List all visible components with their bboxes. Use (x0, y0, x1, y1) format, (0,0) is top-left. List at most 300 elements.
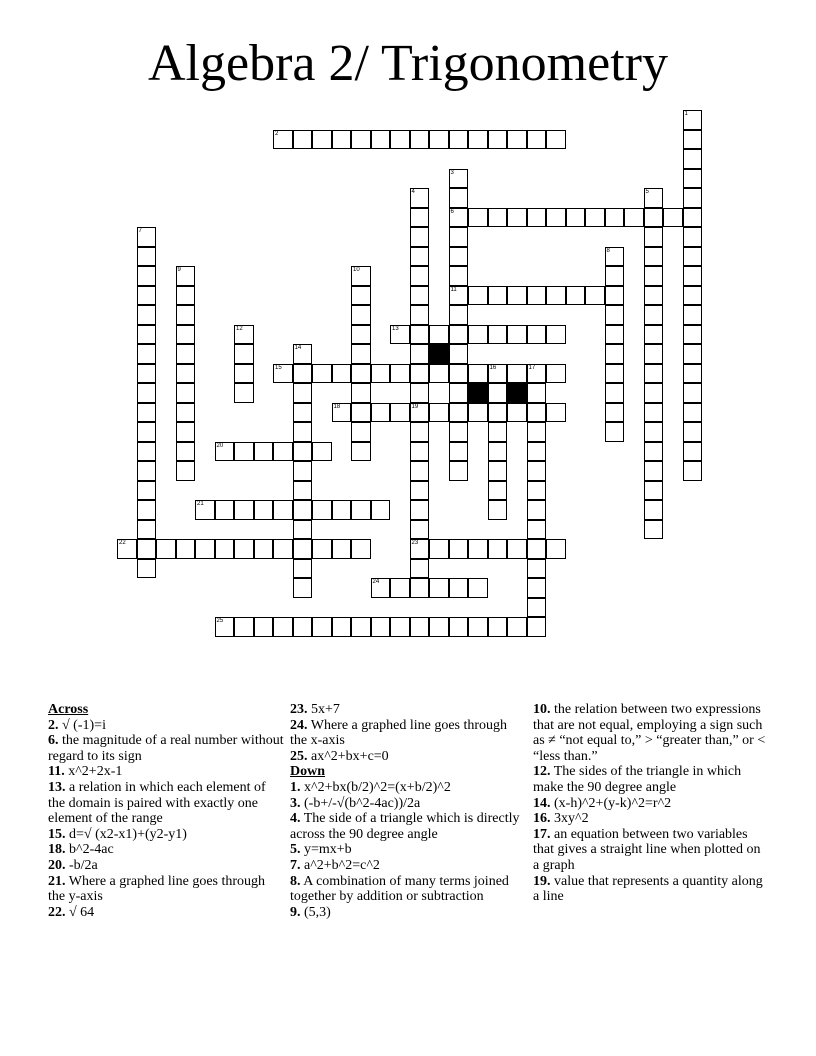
grid-cell[interactable] (312, 130, 332, 150)
grid-cell[interactable] (429, 539, 449, 559)
grid-cell[interactable] (390, 325, 410, 345)
grid-cell[interactable] (527, 481, 547, 501)
cell-number: 12 (236, 325, 243, 332)
grid-cell[interactable] (488, 130, 508, 150)
grid-cell[interactable] (293, 422, 313, 442)
grid-cell[interactable] (507, 325, 527, 345)
grid-cell[interactable] (449, 539, 469, 559)
grid-cell[interactable] (410, 500, 430, 520)
grid-cell[interactable] (410, 266, 430, 286)
grid-cell[interactable] (644, 403, 664, 423)
grid-cell[interactable] (410, 520, 430, 540)
grid-cell[interactable] (429, 130, 449, 150)
cell-number: 8 (606, 247, 610, 254)
grid-cell[interactable] (449, 578, 469, 598)
grid-cell[interactable] (137, 520, 157, 540)
grid-cell[interactable] (332, 130, 352, 150)
grid-cell[interactable] (468, 286, 488, 306)
clue-item (290, 718, 522, 749)
grid-cell[interactable] (468, 539, 488, 559)
grid-cell[interactable] (507, 617, 527, 637)
grid-cell[interactable] (683, 325, 703, 345)
grid-cell[interactable] (488, 422, 508, 442)
grid-cell[interactable] (605, 325, 625, 345)
grid-cell[interactable] (585, 208, 605, 228)
grid-cell[interactable] (273, 442, 293, 462)
grid-cell[interactable] (546, 286, 566, 306)
grid-cell[interactable] (254, 539, 274, 559)
grid-cell[interactable] (137, 325, 157, 345)
grid-cell[interactable] (176, 344, 196, 364)
grid-cell[interactable] (293, 383, 313, 403)
down-header: Down (290, 764, 326, 780)
clue-number: 25. (290, 748, 308, 764)
grid-cell[interactable] (215, 539, 235, 559)
grid-cell[interactable] (137, 500, 157, 520)
clue-number: 9. (290, 904, 301, 920)
grid-cell[interactable] (488, 208, 508, 228)
grid-cell[interactable] (234, 383, 254, 403)
grid-cell[interactable] (176, 266, 196, 286)
grid-cell[interactable] (410, 286, 430, 306)
grid-cell[interactable] (390, 578, 410, 598)
grid-cell[interactable] (449, 188, 469, 208)
grid-cell[interactable] (410, 344, 430, 364)
grid-cell[interactable] (644, 266, 664, 286)
grid-cell[interactable] (351, 422, 371, 442)
grid-cell[interactable] (312, 539, 332, 559)
grid-cell[interactable] (137, 364, 157, 384)
grid-cell[interactable] (644, 481, 664, 501)
grid-cell[interactable] (527, 383, 547, 403)
grid-cell[interactable] (390, 617, 410, 637)
grid-cell[interactable] (644, 247, 664, 267)
grid-cell[interactable] (351, 325, 371, 345)
grid-cell[interactable] (137, 442, 157, 462)
grid-cell[interactable] (449, 461, 469, 481)
grid-cell[interactable] (449, 169, 469, 189)
grid-cell[interactable] (488, 442, 508, 462)
grid-cell[interactable] (137, 403, 157, 423)
grid-cell[interactable] (156, 539, 176, 559)
grid-cell[interactable] (410, 383, 430, 403)
clue-item (48, 905, 284, 921)
grid-cell[interactable] (371, 403, 391, 423)
grid-cell[interactable] (644, 208, 664, 228)
grid-cell[interactable] (449, 403, 469, 423)
grid-cell[interactable] (410, 539, 430, 559)
grid-cell[interactable] (449, 247, 469, 267)
grid-cell[interactable] (195, 539, 215, 559)
grid-cell[interactable] (371, 578, 391, 598)
grid-cell[interactable] (215, 500, 235, 520)
grid-cell[interactable] (488, 500, 508, 520)
grid-cell[interactable] (176, 422, 196, 442)
grid-cell[interactable] (468, 325, 488, 345)
grid-cell[interactable] (507, 208, 527, 228)
grid-cell[interactable] (176, 364, 196, 384)
grid-cell[interactable] (293, 481, 313, 501)
grid-cell[interactable] (137, 305, 157, 325)
grid-cell[interactable] (488, 539, 508, 559)
grid-cell[interactable] (273, 130, 293, 150)
grid-cell[interactable] (371, 130, 391, 150)
grid-cell[interactable] (449, 344, 469, 364)
grid-cell[interactable] (293, 559, 313, 579)
clue-text: √ 64 (65, 904, 95, 920)
grid-cell[interactable] (332, 617, 352, 637)
grid-cell[interactable] (351, 383, 371, 403)
grid-cell[interactable] (410, 578, 430, 598)
grid-cell[interactable] (137, 422, 157, 442)
grid-cell[interactable] (449, 208, 469, 228)
grid-cell[interactable] (527, 559, 547, 579)
grid-cell[interactable] (644, 364, 664, 384)
grid-cell[interactable] (410, 325, 430, 345)
grid-cell[interactable] (293, 578, 313, 598)
clue-text: value that represents a quantity along a line (533, 873, 763, 905)
grid-cell[interactable] (371, 617, 391, 637)
grid-cell[interactable] (644, 325, 664, 345)
grid-cell[interactable] (507, 539, 527, 559)
grid-cell[interactable] (683, 247, 703, 267)
grid-cell[interactable] (605, 344, 625, 364)
grid-cell[interactable] (176, 539, 196, 559)
grid-cell[interactable] (273, 539, 293, 559)
grid-cell[interactable] (332, 403, 352, 423)
clue-item (48, 764, 284, 780)
grid-cell[interactable] (449, 364, 469, 384)
grid-cell[interactable] (605, 383, 625, 403)
grid-cell[interactable] (527, 500, 547, 520)
grid-cell[interactable] (546, 325, 566, 345)
grid-cell[interactable] (683, 364, 703, 384)
grid-cell[interactable] (683, 383, 703, 403)
grid-cell[interactable] (351, 500, 371, 520)
grid-cell[interactable] (683, 305, 703, 325)
grid-cell[interactable] (351, 442, 371, 462)
grid-cell[interactable] (683, 344, 703, 364)
grid-cell[interactable] (605, 286, 625, 306)
grid-cell[interactable] (312, 364, 332, 384)
grid-cell[interactable] (605, 364, 625, 384)
clue-text: -b/2a (65, 857, 98, 873)
grid-cell[interactable] (546, 130, 566, 150)
grid-cell[interactable] (663, 208, 683, 228)
grid-cell[interactable] (215, 617, 235, 637)
grid-cell[interactable] (293, 442, 313, 462)
grid-cell[interactable] (585, 286, 605, 306)
grid-cell[interactable] (488, 481, 508, 501)
grid-cell[interactable] (429, 325, 449, 345)
grid-cell[interactable] (410, 617, 430, 637)
grid-cell[interactable] (234, 442, 254, 462)
clue-item (290, 905, 522, 921)
grid-cell[interactable] (293, 617, 313, 637)
grid-cell[interactable] (293, 344, 313, 364)
grid-cell[interactable] (390, 364, 410, 384)
grid-cell[interactable] (332, 539, 352, 559)
grid-cell[interactable] (234, 325, 254, 345)
grid-cell[interactable] (488, 286, 508, 306)
cell-number: 13 (392, 325, 399, 332)
grid-cell[interactable] (527, 617, 547, 637)
grid-cell[interactable] (429, 578, 449, 598)
clue-item (290, 842, 522, 858)
grid-cell[interactable] (234, 364, 254, 384)
grid-cell[interactable] (410, 227, 430, 247)
grid-cell[interactable] (527, 520, 547, 540)
grid-cell[interactable] (644, 286, 664, 306)
grid-cell[interactable] (566, 208, 586, 228)
clues-column-1 (48, 702, 284, 920)
clue-number: 14. (533, 795, 551, 811)
grid-cell[interactable] (605, 422, 625, 442)
grid-cell[interactable] (527, 286, 547, 306)
grid-cell[interactable] (527, 208, 547, 228)
grid-cell[interactable] (683, 442, 703, 462)
grid-cell[interactable] (273, 617, 293, 637)
cell-number: 24 (372, 579, 380, 585)
grid-cell[interactable] (527, 325, 547, 345)
grid-cell[interactable] (449, 617, 469, 637)
grid-cell[interactable] (293, 461, 313, 481)
grid-cell[interactable] (312, 442, 332, 462)
grid-cell[interactable] (683, 208, 703, 228)
grid-cell[interactable] (527, 442, 547, 462)
grid-cell[interactable] (234, 539, 254, 559)
grid-cell[interactable] (410, 481, 430, 501)
grid-cell[interactable] (546, 539, 566, 559)
grid-cell[interactable] (273, 500, 293, 520)
grid-cell[interactable] (449, 130, 469, 150)
grid-cell[interactable] (527, 403, 547, 423)
grid-cell[interactable] (351, 286, 371, 306)
grid-cell[interactable] (234, 500, 254, 520)
grid-cell[interactable] (273, 364, 293, 384)
grid-cell[interactable] (683, 227, 703, 247)
clue-text: Where a graphed line goes through the x-axis (290, 717, 508, 749)
grid-cell[interactable] (644, 344, 664, 364)
grid-cell[interactable] (176, 383, 196, 403)
grid-cell[interactable] (371, 364, 391, 384)
grid-cell[interactable] (488, 617, 508, 637)
grid-cell[interactable] (351, 539, 371, 559)
grid-cell[interactable] (410, 130, 430, 150)
grid-cell[interactable] (215, 442, 235, 462)
grid-cell[interactable] (527, 422, 547, 442)
grid-cell[interactable] (410, 188, 430, 208)
grid-cell[interactable] (429, 403, 449, 423)
grid-cell[interactable] (468, 403, 488, 423)
grid-cell[interactable] (527, 598, 547, 618)
grid-cell[interactable] (605, 266, 625, 286)
grid-cell[interactable] (644, 383, 664, 403)
clue-item (290, 780, 522, 796)
grid-cell[interactable] (683, 286, 703, 306)
grid-cell[interactable] (644, 305, 664, 325)
grid-cell[interactable] (507, 364, 527, 384)
grid-cell[interactable] (410, 247, 430, 267)
grid-cell[interactable] (176, 442, 196, 462)
grid-cell[interactable] (137, 539, 157, 559)
grid-cell[interactable] (527, 539, 547, 559)
grid-cell[interactable] (644, 461, 664, 481)
grid-cell[interactable] (410, 208, 430, 228)
grid-cell[interactable] (293, 520, 313, 540)
grid-cell[interactable] (624, 208, 644, 228)
grid-cell[interactable] (507, 286, 527, 306)
grid-cell[interactable] (468, 364, 488, 384)
clues-column-2 (290, 702, 522, 920)
grid-cell[interactable] (605, 305, 625, 325)
grid-cell[interactable] (390, 403, 410, 423)
grid-cell[interactable] (176, 325, 196, 345)
grid-cell[interactable] (644, 422, 664, 442)
grid-cell[interactable] (605, 208, 625, 228)
clue-text: the relation between two expressions that are not equal, employing a sign such as ≠ “not equal to,” > “greater than,” or < “less than.” (533, 702, 766, 764)
grid-cell[interactable] (449, 325, 469, 345)
grid-cell[interactable] (293, 500, 313, 520)
grid-cell[interactable] (176, 403, 196, 423)
grid-cell[interactable] (683, 169, 703, 189)
grid-cell[interactable] (449, 305, 469, 325)
clue-item (290, 811, 522, 842)
grid-cell[interactable] (410, 305, 430, 325)
grid-cell[interactable] (683, 130, 703, 150)
grid-cell[interactable] (410, 403, 430, 423)
grid-cell[interactable] (488, 364, 508, 384)
grid-cell[interactable] (468, 617, 488, 637)
grid-cell[interactable] (410, 422, 430, 442)
grid-cell[interactable] (410, 559, 430, 579)
clue-item (48, 718, 284, 734)
grid-cell[interactable] (449, 227, 469, 247)
grid-cell[interactable] (546, 403, 566, 423)
cell-number: 21 (197, 501, 204, 507)
clue-text: x^2+bx(b/2)^2=(x+b/2)^2 (300, 779, 451, 795)
grid-cell[interactable] (644, 227, 664, 247)
clue-text: (5,3) (300, 904, 331, 920)
grid-cell[interactable] (371, 500, 391, 520)
grid-cell[interactable] (332, 364, 352, 384)
grid-cell[interactable] (449, 422, 469, 442)
grid-cell[interactable] (410, 364, 430, 384)
grid-cell[interactable] (683, 422, 703, 442)
grid-cell[interactable] (644, 442, 664, 462)
grid-cell[interactable] (488, 403, 508, 423)
grid-cell[interactable] (605, 247, 625, 267)
grid-cell[interactable] (468, 130, 488, 150)
grid-cell[interactable] (137, 266, 157, 286)
grid-cell[interactable] (195, 500, 215, 520)
grid-cell[interactable] (254, 442, 274, 462)
grid-cell[interactable] (468, 208, 488, 228)
grid-cell[interactable] (351, 403, 371, 423)
grid-cell[interactable] (429, 617, 449, 637)
grid-cell[interactable] (137, 227, 157, 247)
grid-cell[interactable] (605, 403, 625, 423)
grid-cell[interactable] (527, 130, 547, 150)
grid-cell[interactable] (566, 286, 586, 306)
grid-cell[interactable] (527, 578, 547, 598)
grid-cell[interactable] (351, 344, 371, 364)
grid-cell[interactable] (351, 266, 371, 286)
grid-cell[interactable] (137, 383, 157, 403)
grid-cell[interactable] (254, 500, 274, 520)
grid-cell[interactable] (176, 461, 196, 481)
grid-cell[interactable] (449, 286, 469, 306)
grid-block (468, 383, 488, 403)
grid-cell[interactable] (644, 188, 664, 208)
clue-number: 12. (533, 764, 551, 780)
grid-cell[interactable] (351, 130, 371, 150)
grid-cell[interactable] (137, 286, 157, 306)
grid-cell[interactable] (293, 539, 313, 559)
grid-cell[interactable] (137, 247, 157, 267)
grid-cell[interactable] (683, 149, 703, 169)
cell-number: 17 (528, 364, 536, 371)
grid-cell[interactable] (644, 520, 664, 540)
grid-cell[interactable] (332, 500, 352, 520)
grid-cell[interactable] (410, 461, 430, 481)
grid-cell[interactable] (429, 364, 449, 384)
grid-cell[interactable] (234, 617, 254, 637)
grid-cell[interactable] (546, 364, 566, 384)
grid-cell[interactable] (176, 286, 196, 306)
grid-cell[interactable] (507, 403, 527, 423)
grid-cell[interactable] (312, 500, 332, 520)
grid-cell[interactable] (137, 481, 157, 501)
grid-cell[interactable] (527, 364, 547, 384)
grid-cell[interactable] (117, 539, 137, 559)
grid-cell[interactable] (683, 110, 703, 130)
grid-cell[interactable] (683, 461, 703, 481)
grid-cell[interactable] (312, 617, 332, 637)
grid-cell[interactable] (293, 364, 313, 384)
grid-cell[interactable] (410, 442, 430, 462)
grid-cell[interactable] (390, 130, 410, 150)
grid-cell[interactable] (507, 130, 527, 150)
grid-cell[interactable] (351, 364, 371, 384)
grid-cell[interactable] (488, 383, 508, 403)
grid-cell[interactable] (683, 266, 703, 286)
grid-cell[interactable] (254, 617, 274, 637)
grid-cell[interactable] (351, 305, 371, 325)
grid-cell[interactable] (683, 403, 703, 423)
grid-cell[interactable] (644, 500, 664, 520)
grid-cell[interactable] (449, 266, 469, 286)
grid-cell[interactable] (137, 344, 157, 364)
clue-number: 2. (48, 717, 59, 733)
grid-cell[interactable] (137, 559, 157, 579)
grid-cell[interactable] (176, 305, 196, 325)
grid-cell[interactable] (488, 461, 508, 481)
grid-cell[interactable] (137, 461, 157, 481)
grid-cell[interactable] (488, 325, 508, 345)
grid-cell[interactable] (527, 461, 547, 481)
grid-cell[interactable] (293, 403, 313, 423)
grid-cell[interactable] (234, 344, 254, 364)
grid-cell[interactable] (293, 130, 313, 150)
grid-cell[interactable] (546, 208, 566, 228)
grid-cell[interactable] (449, 383, 469, 403)
grid-cell[interactable] (351, 617, 371, 637)
grid-cell[interactable] (449, 442, 469, 462)
grid-cell[interactable] (683, 188, 703, 208)
clue-number: 7. (290, 857, 301, 873)
grid-cell[interactable] (468, 578, 488, 598)
